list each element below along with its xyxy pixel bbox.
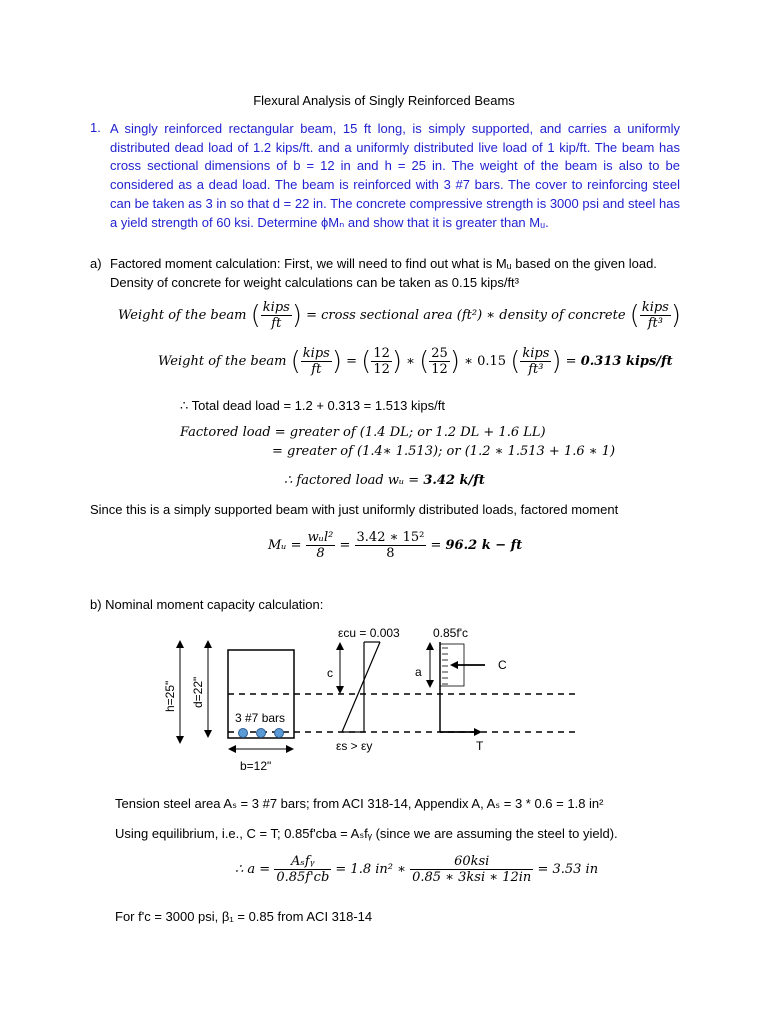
equilibrium-line: Using equilibrium, i.e., C = T; 0.85f'cba = Aₛfᵧ (since we are assuming the steel to yield). bbox=[115, 826, 618, 841]
a-label: a bbox=[415, 665, 422, 679]
d-label: d=22" bbox=[191, 676, 205, 708]
es-label: εs > εy bbox=[336, 739, 373, 753]
rebar bbox=[239, 729, 248, 738]
total-dead-load: ∴ Total dead load = 1.2 + 0.313 = 1.513 kips/ft bbox=[180, 398, 445, 413]
b-label: b=12" bbox=[240, 759, 272, 773]
c-label: c bbox=[327, 666, 333, 680]
beam-weight-calculation: Weight of the beam ( $\frac{\text{kips}}{ft}$ ) = ( $\frac{12}{12}$ ) ∗ ( $\frac{25}{12}$ ) ∗ 0.15 ( $\frac{\text{kips}}{\text{ft³}}$ ) = 0.313 kips/ft bbox=[158, 346, 673, 377]
beam-weight-equation: Weight of the beam ( $\frac{\text{kips}}{ft}$ ) = cross sectional area (ft²) ∗ density of concrete ( $\frac{\text{kips}}{\text{ft³}}$ ) bbox=[118, 300, 682, 331]
rebar bbox=[275, 729, 284, 738]
ecu-label: εcu = 0.003 bbox=[338, 626, 400, 640]
strain-line bbox=[342, 642, 380, 732]
simply-supported-text: Since this is a simply supported beam with just uniformly distributed loads, factored moment bbox=[90, 502, 619, 517]
part-b-heading: b) Nominal moment capacity calculation: bbox=[90, 597, 324, 612]
factored-moment-equation: Mᵤ = $\frac{\text{wᵤl²}}{8}$ = $\frac{\text{3.42 ∗ 15²}}{8}$ = 96.2 k − ft bbox=[268, 530, 523, 561]
beam-section-diagram bbox=[140, 618, 600, 788]
depth-a-equation: ∴ a = $\frac{\text{Aₛfᵧ}}{0.85f'cb}$ = 1.8 in² ∗ $\frac{\text{60ksi}}{\text{0.85 ∗ 3ksi ∗ 12in}}$ = 3.53 in bbox=[235, 854, 599, 885]
bars-label: 3 #7 bars bbox=[235, 711, 286, 725]
problem-statement: A singly reinforced rectangular beam, 15 ft long, is simply supported, and carries a uniformly distributed dead load of 1.2 kips/ft. and a uniformly distributed live load of 1 kip/ft. The beam has cross sectional dimensions of b = 12 in and h = 25 in. The weight of the beam is also to be considered as a dead load. The beam is reinforced with 3 #7 bars. The cover to reinforcing steel can be taken as 3 in so that d = 22 in. The concrete compressive strength is 3000 psi and steel has a yield strength of 60 ksi. Determine ϕMₙ and show that it is greater than Mᵤ. bbox=[110, 121, 680, 230]
rebar bbox=[257, 729, 266, 738]
h-label: h=25" bbox=[163, 680, 177, 712]
factored-load-line1: Factored load = greater of (1.4 DL; or 1.2 DL + 1.6 LL) bbox=[180, 425, 546, 440]
part-a-line2: Density of concrete for weight calculations can be taken as 0.15 kips/ft³ bbox=[110, 275, 519, 290]
part-a-label: a) bbox=[90, 256, 102, 271]
factored-load-result: ∴ factored load wᵤ = 3.42 k/ft bbox=[284, 473, 485, 488]
tension-steel-area: Tension steel area Aₛ = 3 #7 bars; from ACI 318-14, Appendix A, Aₛ = 3 * 0.6 = 1.8 in² bbox=[115, 796, 604, 811]
tension-label: T bbox=[476, 739, 484, 753]
compression-label: C bbox=[498, 658, 507, 672]
beta1-line: For f'c = 3000 psi, β₁ = 0.85 from ACI 318-14 bbox=[115, 909, 373, 924]
factored-load-line2: = greater of (1.4∗ 1.513); or (1.2 ∗ 1.513 + 1.6 ∗ 1) bbox=[272, 444, 616, 459]
problem-number: 1. bbox=[90, 120, 101, 135]
page-title: Flexural Analysis of Singly Reinforced Beams bbox=[253, 93, 515, 108]
part-a-line1: Factored moment calculation: First, we will need to find out what is Mᵤ based on the given load. bbox=[110, 256, 657, 271]
fc-label: 0.85f'c bbox=[433, 626, 468, 640]
